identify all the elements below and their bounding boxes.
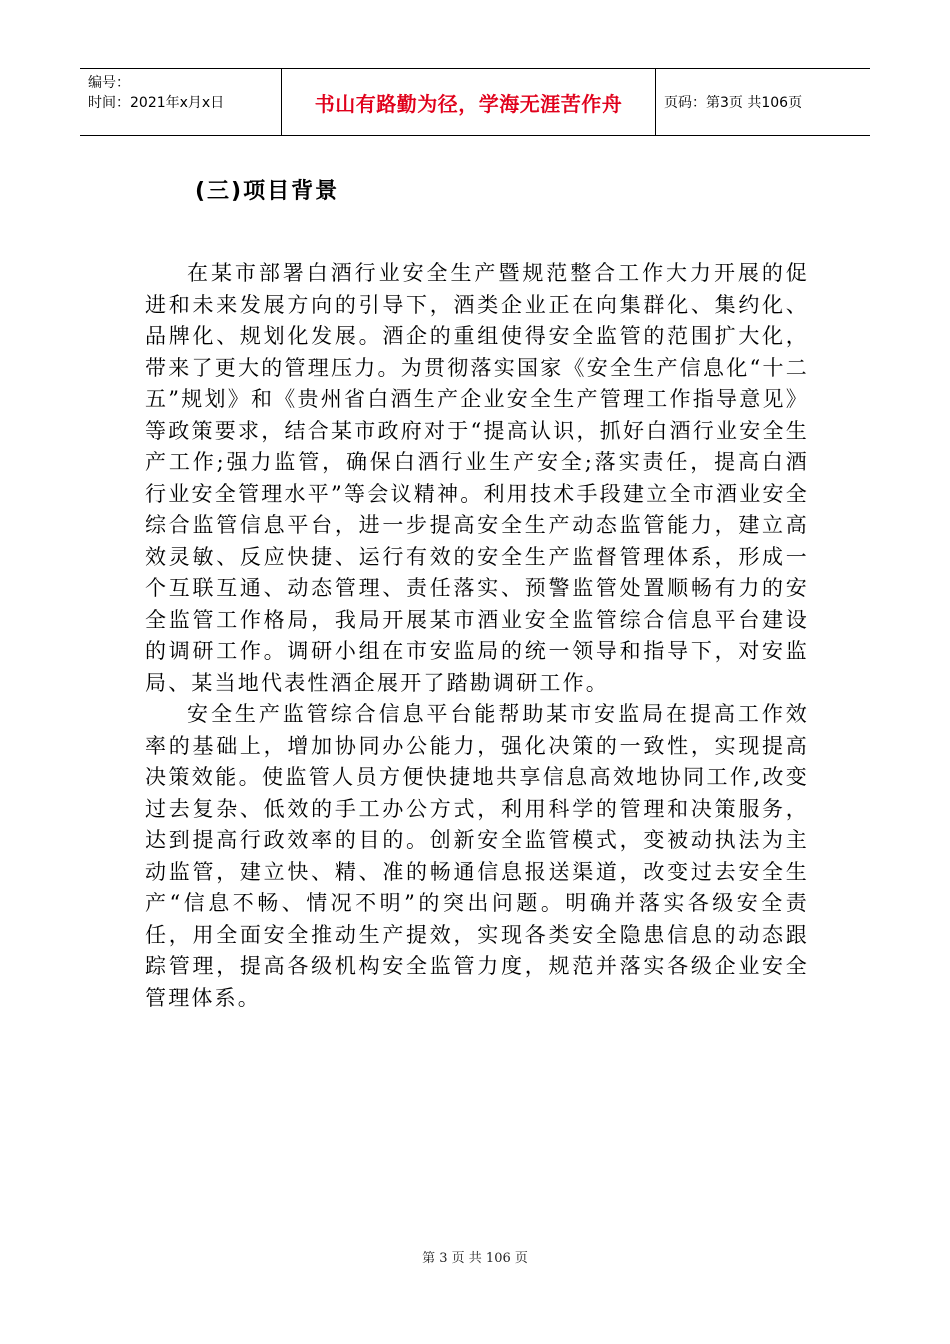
body-paragraph: 在某市部署白酒行业安全生产暨规范整合工作大力开展的促进和未来发展方向的引导下，酒类企业正在向集群化、集约化、品牌化、规划化发展。酒企的重组使得安全监管的范围扩大化，带来了更大的管理压力。为贯彻落实国家《安全生产信息化“十二五”规划》和《贵州省白酒生产企业安全生产管理工作指导意见》等政策要求，结合某市政府对于“提高认识，抓好白酒行业安全生产工作;强力监管，确保白酒行业生产安全;落实责任，提高白酒行业安全管理水平”等会议精神。利用技术手段建立全市酒业安全综合监管信息平台，进一步提高安全生产动态监管能力，建立高效灵敏、反应快捷、运行有效的安全生产监督管理体系，形成一个互联互通、动态管理、责任落实、预警监管处置顺畅有力的安全监管工作格局，我局开展某市酒业安全监管综合信息平台建设的调研工作。调研小组在市安监局的统一领导和指导下，对安监局、某当地代表性酒企展开了踏勘调研工作。	[145, 261, 809, 695]
header-motto-cell	[282, 69, 656, 135]
header-page-info-cell	[656, 69, 870, 135]
header-meta	[80, 69, 282, 135]
document-header	[80, 68, 870, 136]
page-footer: 第 3 页 共 106 页	[422, 1251, 528, 1266]
section-title: (三)项目背景	[195, 179, 340, 204]
document-body	[145, 258, 809, 1014]
document-date-label: 时间：2021年x月x日	[88, 95, 225, 111]
body-paragraph: 安全生产监管综合信息平台能帮助某市安监局在提高工作效率的基础上，增加协同办公能力，强化决策的一致性，实现提高决策效能。使监管人员方便快捷地共享信息高效地协同工作,改变过去复杂、低效的手工办公方式，利用科学的管理和决策服务，达到提高行政效率的目的。创新安全监管模式，变被动执法为主动监管，建立快、精、准的畅通信息报送渠道，改变过去安全生产“信息不畅、情况不明”的突出问题。明确并落实各级安全责任，用全面安全推动生产提效，实现各类安全隐患信息的动态跟踪管理，提高各级机构安全监管力度，规范并落实各级企业安全管理体系。	[145, 702, 809, 1010]
header-motto: 书山有路勤为径，学海无涯苦作舟	[314, 91, 623, 116]
document-number-label: 编号：	[88, 75, 130, 91]
header-page-info: 页码：第3页 共106页	[664, 95, 803, 111]
